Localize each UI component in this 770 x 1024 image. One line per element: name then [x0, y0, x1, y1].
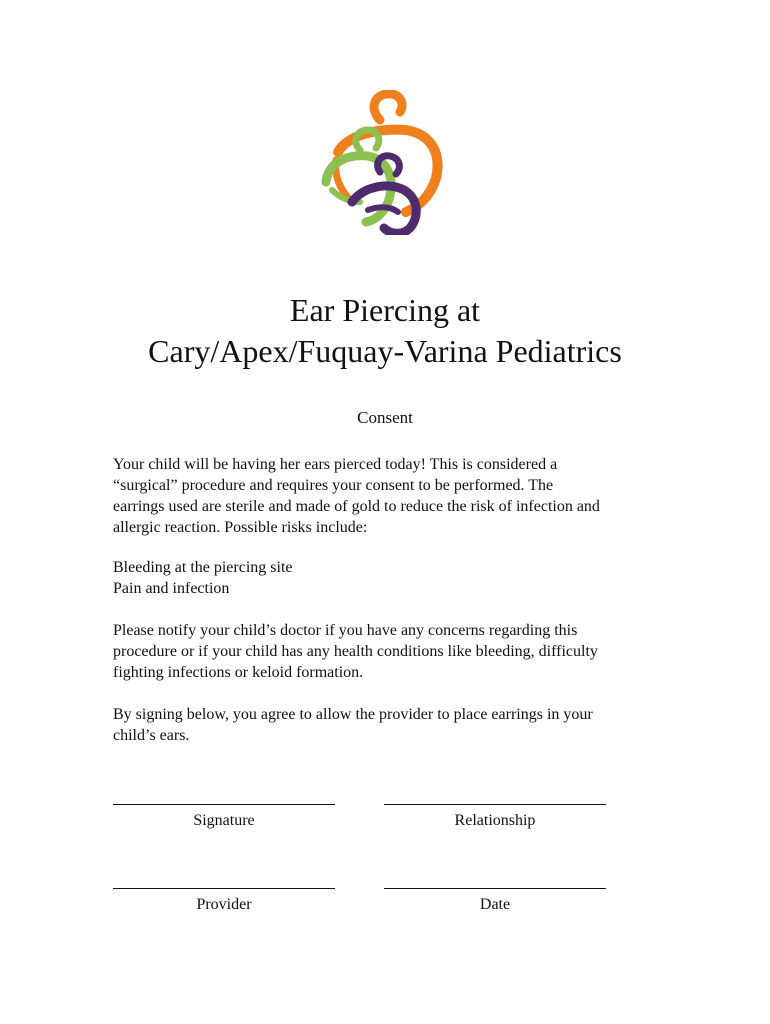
signature-line[interactable]: [113, 790, 335, 805]
agree-line: child’s ears.: [113, 727, 190, 744]
date-label: Date: [479, 896, 511, 913]
relationship-line[interactable]: [384, 790, 606, 805]
signature-label: Signature: [193, 812, 255, 829]
notify-paragraph: [113, 620, 673, 683]
risks-list: [113, 557, 673, 599]
intro-line: “surgical” procedure and requires your consent to be performed. The: [113, 477, 554, 494]
relationship-field[interactable]: [384, 790, 606, 831]
notify-line: fighting infections or keloid formation.: [113, 664, 364, 681]
intro-paragraph: [113, 454, 673, 538]
risk-item: Pain and infection: [113, 580, 230, 597]
notify-line: procedure or if your child has any health conditions like bleeding, difficulty: [113, 643, 598, 660]
date-line[interactable]: [384, 874, 606, 889]
risk-item: Bleeding at the piercing site: [113, 559, 293, 576]
provider-label: Provider: [196, 896, 252, 913]
title-line-2: Cary/Apex/Fuquay-Varina Pediatrics: [148, 333, 622, 369]
signature-field[interactable]: [113, 790, 335, 831]
intro-line: earrings used are sterile and made of gold to reduce the risk of infection and: [113, 498, 600, 515]
document-title: [0, 290, 770, 372]
provider-line[interactable]: [113, 874, 335, 889]
date-field[interactable]: [384, 874, 606, 915]
title-line-1: Ear Piercing at: [289, 292, 481, 328]
intro-line: allergic reaction. Possible risks include:: [113, 519, 368, 536]
provider-field[interactable]: [113, 874, 335, 915]
agree-paragraph: [113, 704, 673, 746]
relationship-label: Relationship: [454, 812, 536, 829]
practice-logo: [318, 90, 448, 235]
notify-line: Please notify your child’s doctor if you have any concerns regarding this: [113, 622, 578, 639]
intro-line: Your child will be having her ears pierced today! This is considered a: [113, 456, 558, 473]
family-figures-logo-icon: [318, 90, 448, 235]
consent-heading: Consent: [357, 408, 413, 427]
agree-line: By signing below, you agree to allow the provider to place earrings in your: [113, 706, 593, 723]
